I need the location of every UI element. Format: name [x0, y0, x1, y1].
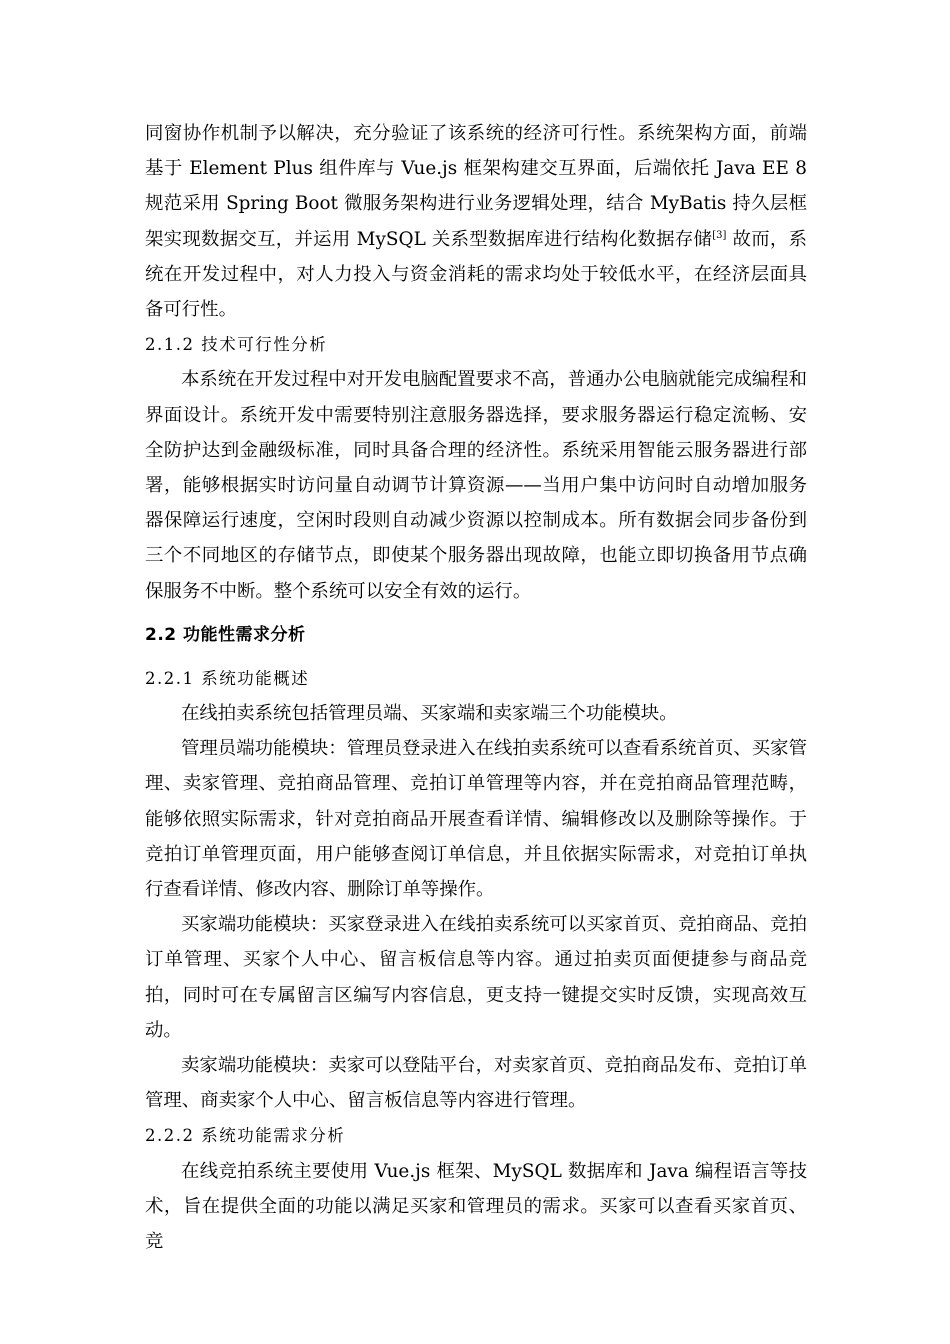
citation-ref: [3]: [712, 229, 727, 241]
overview-paragraph-admin: 管理员端功能模块：管理员登录进入在线拍卖系统可以查看系统首页、买家管理、卖家管理、竞拍商品管理、竞拍订单管理等内容，并在竞拍商品管理范畴，能够依照实际需求，针对竞拍商品开展查看详情、编辑修改以及删除等操作。于竞拍订单管理页面，用户能够查阅订单信息，并且依据实际需求，对竞拍订单执行查看详情、修改内容、删除订单等操作。: [145, 738, 807, 901]
economic-feasibility-paragraph-tail: [145, 116, 807, 327]
overview-paragraph-modules: 在线拍卖系统包括管理员端、买家端和卖家端三个功能模块。: [181, 703, 678, 725]
technical-feasibility-paragraph: 本系统在开发过程中对开发电脑配置要求不高，普通办公电脑就能完成编程和界面设计。系统开发中需要特别注意服务器选择，要求服务器运行稳定流畅、安全防护达到金融级标准，同时具备合理的经济性。系统采用智能云服务器进行部署，能够根据实时访问量自动调节计算资源——当用户集中访问时自动增加服务器保障运行速度，空闲时段则自动减少资源以控制成本。所有数据会同步备份到三个不同地区的存储节点，即使某个服务器出现故障，也能立即切换备用节点确保服务不中断。整个系统可以安全有效的运行。: [145, 369, 807, 602]
requirements-paragraph: 在线竞拍系统主要使用 Vue.js 框架、MySQL 数据库和 Java 编程语言等技术，旨在提供全面的功能以满足买家和管理员的需求。买家可以查看买家首页、竞: [145, 1160, 807, 1253]
heading-2-1-2: 2.1.2 技术可行性分析: [145, 335, 328, 355]
economic-text-after-ref: 故而，系统在开发过程中，对人力投入与资金消耗的需求均处于较低水平，在经济层面具备可行性。: [145, 228, 807, 321]
document-page: [145, 116, 807, 1259]
heading-2-2: 2.2 功能性需求分析: [145, 624, 306, 645]
overview-paragraph-seller: 卖家端功能模块：卖家可以登陆平台，对卖家首页、竞拍商品发布、竞拍订单管理、商卖家个人中心、留言板信息等内容进行管理。: [145, 1055, 807, 1112]
heading-2-2-2: 2.2.2 系统功能需求分析: [145, 1126, 346, 1146]
overview-paragraph-buyer: 买家端功能模块：买家登录进入在线拍卖系统可以买家首页、竞拍商品、竞拍订单管理、买家个人中心、留言板信息等内容。通过拍卖页面便捷参与商品竞拍，同时可在专属留言区编写内容信息，更支持一键提交实时反馈，实现高效互动。: [145, 914, 807, 1041]
heading-2-2-1: 2.2.1 系统功能概述: [145, 668, 310, 688]
economic-text-before-ref: 同窗协作机制予以解决，充分验证了该系统的经济可行性。系统架构方面，前端基于 Element Plus 组件库与 Vue.js 框架构建交互界面，后端依托 Java EE 8 规范采用 Spring Boot 微服务架构进行业务逻辑处理，结合 MyBatis 持久层框架实现数据交互，并运用 MySQL 关系型数据库进行结构化数据存储: [145, 123, 807, 250]
